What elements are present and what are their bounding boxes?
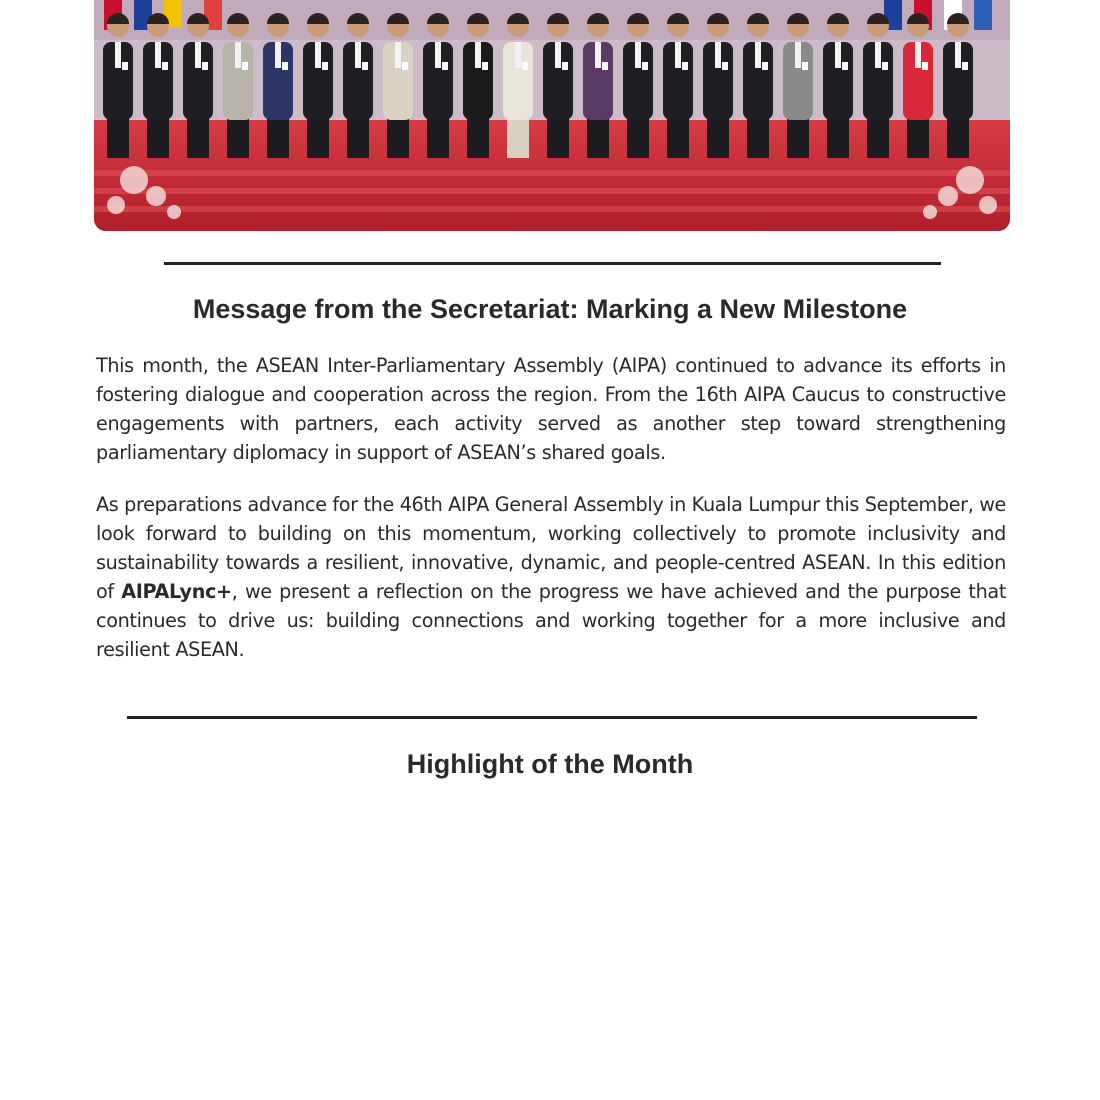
paragraph-2-text-end: , we present a reflection on the progress we have achieved and the purpose that continues to drive us: building connections and working together for a more inclusive and resilient ASEAN.: [96, 580, 1006, 661]
group-photo-illustration: [94, 0, 1010, 231]
group-photo: [94, 0, 1010, 231]
publication-name: AIPALync+: [121, 580, 232, 603]
divider-top: [164, 262, 941, 265]
divider-bottom: [127, 716, 977, 719]
highlight-title: Highlight of the Month: [406, 749, 694, 779]
message-title: Message from the Secretariat: Marking a New Milestone: [192, 294, 908, 324]
message-paragraph-2: [96, 490, 1006, 664]
message-paragraph-1: This month, the ASEAN Inter-Parliamentary Assembly (AIPA) continued to advance its efforts in fostering dialogue and cooperation across the region. From the 16th AIPA Caucus to constructive engagements with partners, each activity served as another step toward strengthening parliamentary diplomacy in support of ASEAN’s shared goals.: [96, 354, 1006, 464]
paragraph-2-text-start: As preparations advance for the 46th AIPA General Assembly in Kuala Lumpur this September, we look forward to building on this momentum, working collectively to promote inclusivity and sustainability towards a resilient, innovative, dynamic, and people-centred ASEAN. In this edition of: [96, 493, 1006, 603]
